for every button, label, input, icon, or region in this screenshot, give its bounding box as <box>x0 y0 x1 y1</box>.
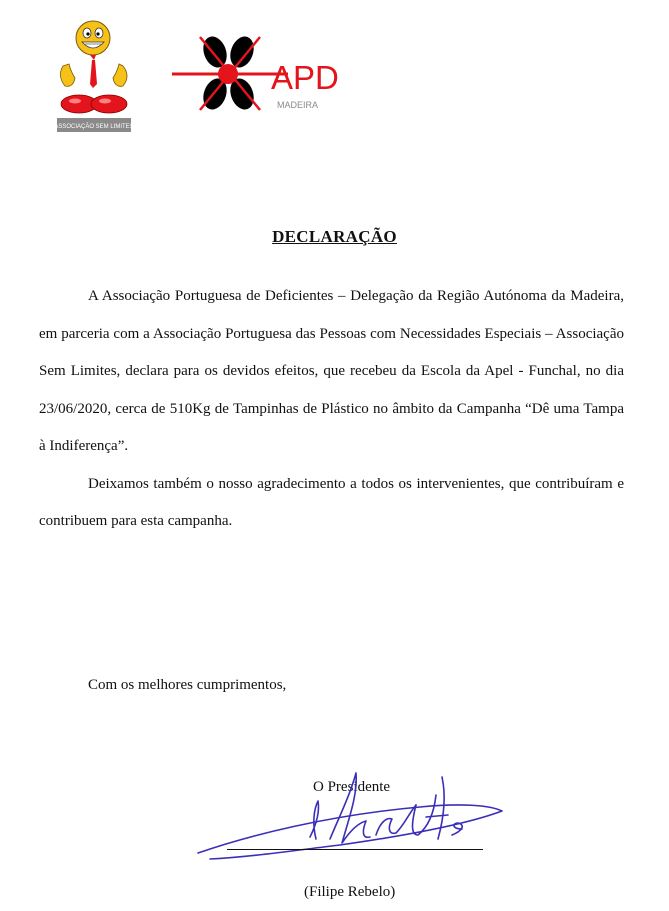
document-body <box>39 278 624 541</box>
signatory-title: O Presidente <box>313 779 391 795</box>
left-logo-caption: ASSOCIAÇÃO SEM LIMITES <box>54 124 134 130</box>
signature-line <box>227 849 483 850</box>
apd-letters: APD <box>271 59 339 96</box>
paragraph-declaration: A Associação Portuguesa de Deficientes – Delegação da Região Autónoma da Madeira, em parceria com a Associação Portuguesa das Pessoas com Necessidades Especiais – Associação Sem Limites, declara para os devidos efeitos, que recebeu da Escola da Apel - Funchal, no dia 23/06/2020, cerca de 510Kg de Tampinhas de Plástico no âmbito da Campanha “Dê uma Tampa à Indiferença”. <box>39 288 624 454</box>
associacao-sem-limites-logo <box>53 14 135 136</box>
handwritten-signature <box>190 765 510 875</box>
document-title: DECLARAÇÃO <box>272 227 397 246</box>
closing-salutation: Com os melhores cumprimentos, <box>88 677 287 693</box>
signatory-name: (Filipe Rebelo) <box>304 884 396 900</box>
apd-region: MADEIRA <box>277 100 319 110</box>
apd-madeira-logo <box>170 32 340 117</box>
paragraph-thanks: Deixamos também o nosso agradecimento a todos os intervenientes, que contribuíram e contribuem para esta campanha. <box>39 475 624 529</box>
